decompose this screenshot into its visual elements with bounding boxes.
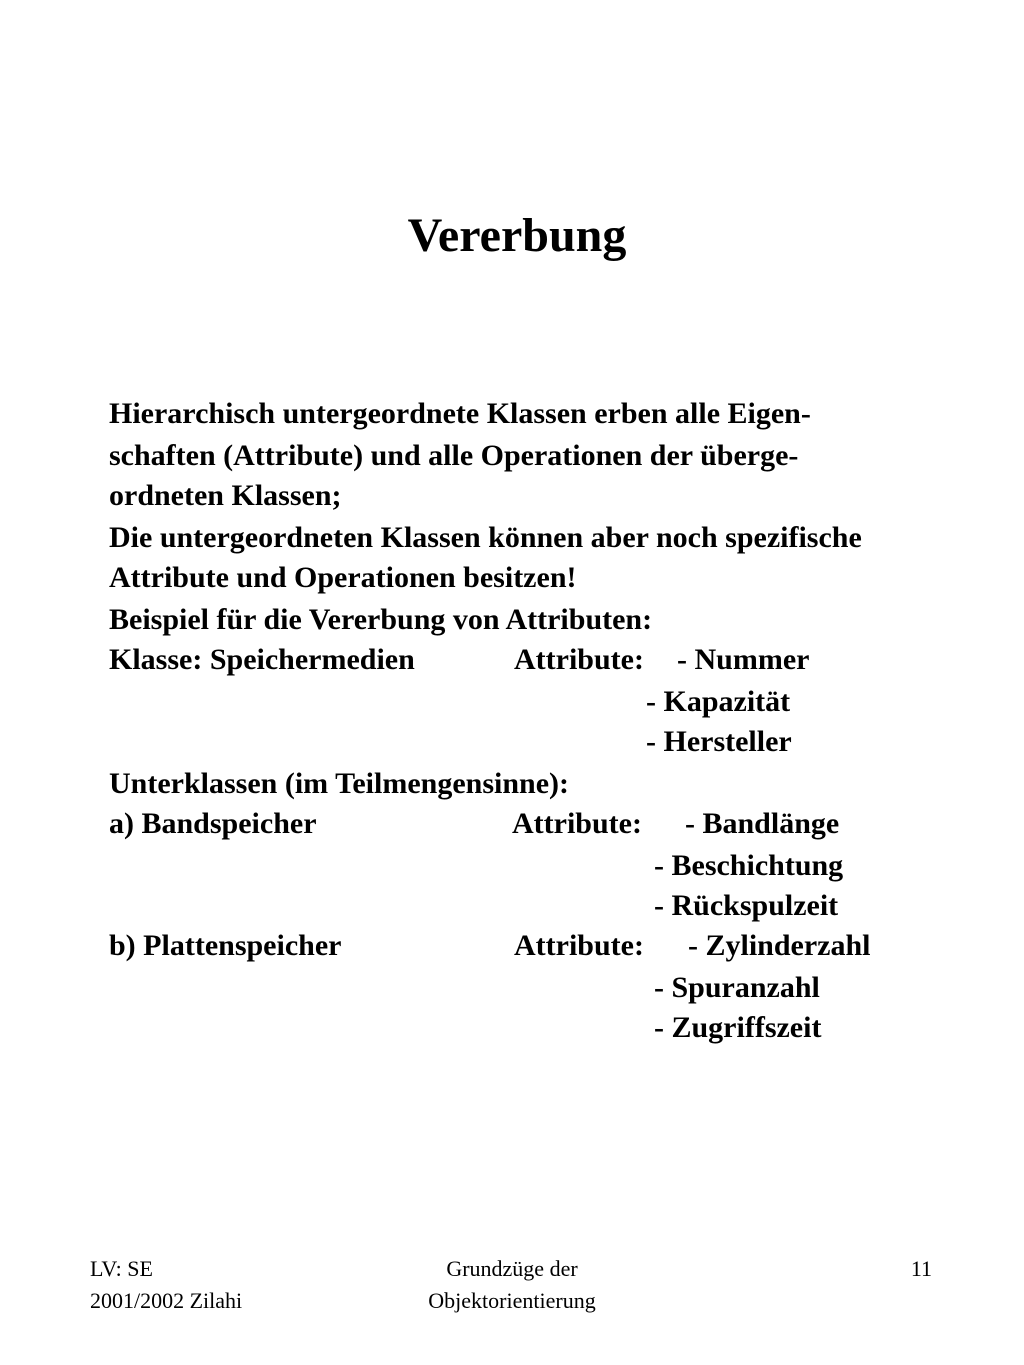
subclass-a-attr-label: Attribute: — [512, 807, 642, 840]
footer-left-line-1: LV: SE — [90, 1256, 153, 1281]
subclass-a-attr-1: - Bandlänge — [685, 807, 840, 840]
base-class-attr-1: - Nummer — [677, 643, 810, 676]
footer-center-line-2: Objektorientierung — [428, 1288, 596, 1313]
subclass-a-attr-2: - Beschichtung — [654, 849, 844, 882]
subclass-b-attr-label: Attribute: — [514, 929, 644, 962]
page-number: 11 — [910, 1256, 932, 1281]
subclass-b-label: b) Plattenspeicher — [109, 929, 342, 962]
intro-line-6: Beispiel für die Vererbung von Attributen: — [109, 603, 653, 636]
slide-title: Vererbung — [407, 209, 627, 262]
intro-line-3: ordneten Klassen; — [109, 479, 342, 512]
intro-line-2: schaften (Attribute) und alle Operationen der überge- — [109, 439, 799, 472]
base-class-attr-3: - Hersteller — [646, 725, 792, 758]
subclasses-heading: Unterklassen (im Teilmengensinne): — [109, 767, 570, 800]
subclass-a-label: a) Bandspeicher — [109, 807, 317, 840]
footer-left-line-2: 2001/2002 Zilahi — [90, 1288, 243, 1313]
intro-line-5: Attribute und Operationen besitzen! — [109, 561, 577, 594]
subclass-b-attr-2: - Spuranzahl — [654, 971, 820, 1004]
subclass-b-attr-3: - Zugriffszeit — [654, 1011, 822, 1044]
base-class-attr-2: - Kapazität — [646, 685, 791, 718]
base-class-attr-label: Attribute: — [514, 643, 644, 676]
intro-line-1: Hierarchisch untergeordnete Klassen erben alle Eigen- — [109, 397, 811, 430]
base-class-label: Klasse: Speichermedien — [109, 643, 415, 676]
subclass-b-attr-1: - Zylinderzahl — [688, 929, 871, 962]
intro-line-4: Die untergeordneten Klassen können aber noch spezifische — [109, 521, 862, 554]
subclass-a-attr-3: - Rückspulzeit — [654, 889, 839, 922]
footer-center-line-1: Grundzüge der — [446, 1256, 578, 1281]
